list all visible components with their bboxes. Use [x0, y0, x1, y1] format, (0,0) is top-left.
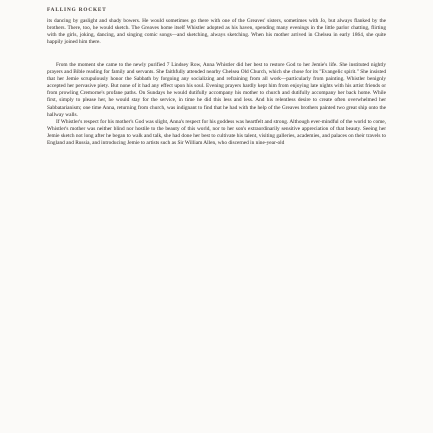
section-break: [47, 47, 386, 62]
paragraph-3: If Whistler's respect for his mother's God was slight, Anna's respect for his goddess was heartfelt and strong. Although ever-mindful of the world to come, Whistler's mother was neither blind nor hostile to the beauty of this world, nor to her son's extraordinarily sensitive appreciation of that beauty. Seeing her Jemie sketch not long after he began to walk and talk, she had done her best to cultivate his talent, visiting galleries, academies, and palaces on their travels to England and Russia, and introducing Jemie to artists such as Sir William Allen, who discerned in nine-year-old: [47, 118, 386, 147]
running-head: FALLING ROCKET: [47, 7, 107, 13]
paragraph-2: From the moment she came to the newly purified 7 Lindsey Row, Anna Whistler did her best to restore God to her Jemie's life. She instituted nightly prayers and Bible reading for family and servants. She faithfully attended nearby Chelsea Old Church, which she chose for its "Evangelic spirit." She insisted that her Jemie scrupulously honor the Sabbath by forgoing any socializing and refraining from all work—particularly from painting. Whistler benignly accepted her pervasive piety. But none of it had any effect upon his soul. Evening prayers hardly kept him from enjoying late nights with his artist friends or from prowling Cremorne's profane paths. On Sundays he would dutifully accompany his mother to church and dutifully accompany her back home. While first, simply to please her, he would stay for the service, in time he did this less and less. And his relentless desire to create often overwhelmed her Sabbatarianism; one time Anna, returning from church, was indignant to find that he had with the help of the Greaves brothers painted two great ship onto the hallway walls.: [47, 61, 386, 118]
paragraph-1: its dancing by gaslight and shady bowers. He would sometimes go there with one of the Greaves' sisters, sometimes with Jo, but always flanked by the brothers. There, too, he would sketch. The Greaves home itself Whistler adopted as his haven, spending many evenings in the little parlor chatting, flirting with the girls, joking, dancing, and singing comic songs—and sketching, always sketching. When his mother arrived in Chelsea in early 1864, she quite happily joined him there.: [47, 18, 386, 46]
